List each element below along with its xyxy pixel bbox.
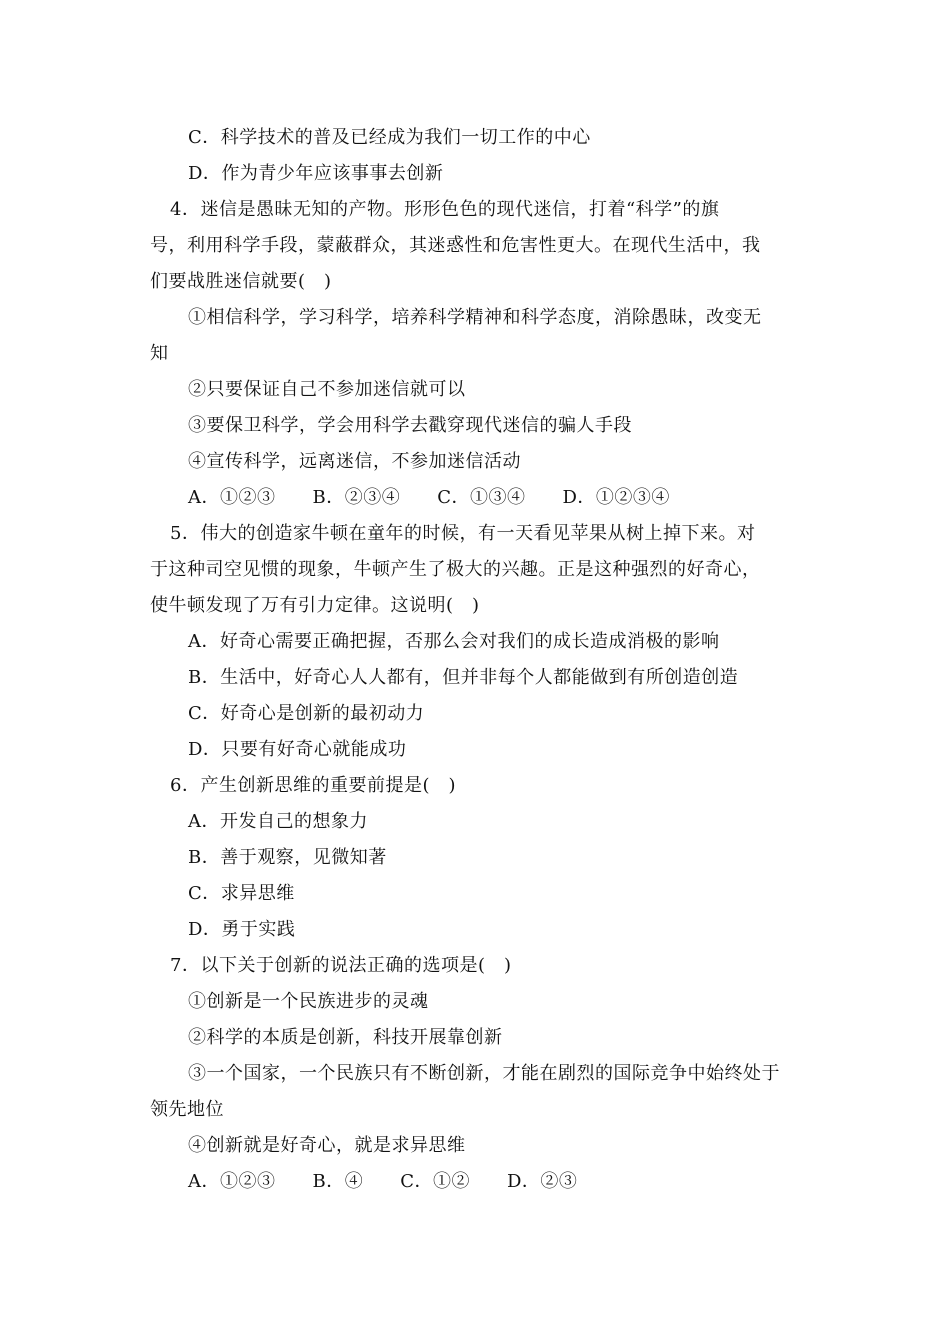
q4-stem-line1: 4．迷信是愚昧无知的产物。形形色色的现代迷信，打着“科学”的旗: [170, 199, 720, 220]
q4-options: A．①②③ B．②③④ C．①③④ D．①②③④: [188, 487, 670, 508]
q3-option-c: C．科学技术的普及已经成为我们一切工作的中心: [188, 127, 591, 148]
q5-option-d: D．只要有好奇心就能成功: [188, 739, 407, 760]
q4-stem-line3: 们要战胜迷信就要( ): [150, 271, 332, 292]
q5-stem-line1: 5．伟大的创造家牛顿在童年的时候，有一天看见苹果从树上掉下来。对: [170, 523, 756, 544]
q7-item3-line1: ③一个国家，一个民族只有不断创新，才能在剧烈的国际竞争中始终处于: [188, 1063, 780, 1084]
q4-item4: ④宣传科学，远离迷信，不参加迷信活动: [188, 451, 521, 472]
q5-stem-line3: 使牛顿发现了万有引力定律。这说明( ): [150, 595, 480, 616]
q7-stem: 7．以下关于创新的说法正确的选项是( ): [170, 955, 512, 976]
q4-item2: ②只要保证自己不参加迷信就可以: [188, 379, 466, 400]
q3-option-d: D．作为青少年应该事事去创新: [188, 163, 444, 184]
q6-option-b: B．善于观察，见微知著: [188, 847, 387, 868]
q7-item1: ①创新是一个民族进步的灵魂: [188, 991, 429, 1012]
q6-option-c: C．求异思维: [188, 883, 295, 904]
q5-option-a: A．好奇心需要正确把握，否那么会对我们的成长造成消极的影响: [188, 631, 720, 652]
q7-item2: ②科学的本质是创新，科技开展靠创新: [188, 1027, 503, 1048]
q4-item1-line2: 知: [150, 343, 169, 364]
q4-stem-line2: 号，利用科学手段，蒙蔽群众，其迷惑性和危害性更大。在现代生活中，我: [150, 235, 761, 256]
q6-option-a: A．开发自己的想象力: [188, 811, 368, 832]
q6-option-d: D．勇于实践: [188, 919, 296, 940]
q4-item3: ③要保卫科学，学会用科学去戳穿现代迷信的骗人手段: [188, 415, 632, 436]
q5-stem-line2: 于这种司空见惯的现象，牛顿产生了极大的兴趣。正是这种强烈的好奇心，: [150, 559, 761, 580]
q5-option-c: C．好奇心是创新的最初动力: [188, 703, 425, 724]
q6-stem: 6．产生创新思维的重要前提是( ): [170, 775, 456, 796]
q5-option-b: B．生活中，好奇心人人都有，但并非每个人都能做到有所创造创造: [188, 667, 739, 688]
q4-item1-line1: ①相信科学，学习科学，培养科学精神和科学态度，消除愚昧，改变无: [188, 307, 762, 328]
q7-item4: ④创新就是好奇心，就是求异思维: [188, 1135, 466, 1156]
q7-item3-line2: 领先地位: [150, 1099, 224, 1120]
q7-options: A．①②③ B．④ C．①② D．②③: [188, 1171, 578, 1192]
